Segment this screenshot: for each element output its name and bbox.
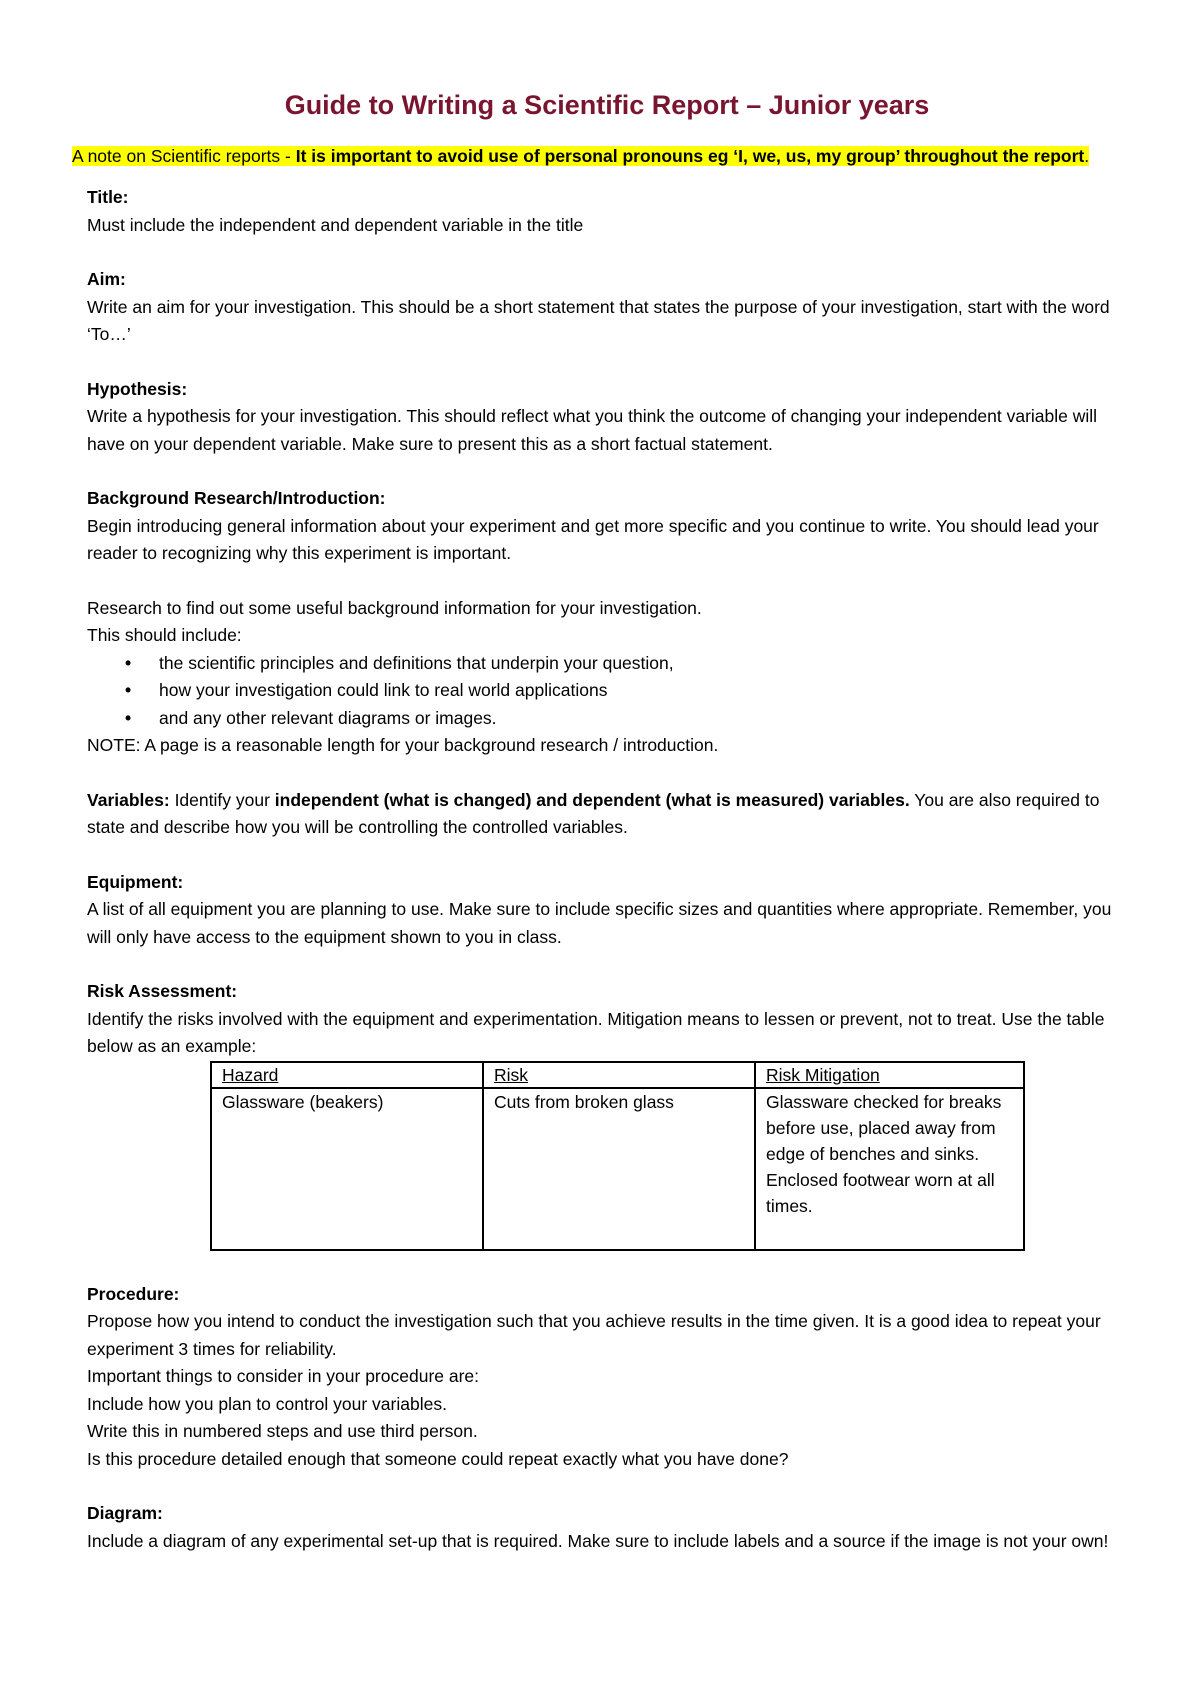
section-heading: Diagram: [87, 1503, 163, 1523]
section-variables [87, 787, 1127, 842]
procedure-line: Write this in numbered steps and use third person. [87, 1421, 478, 1441]
section-heading: Title: [87, 187, 129, 207]
section-background [87, 485, 1127, 760]
table-header-row [211, 1062, 1024, 1088]
section-hypothesis [87, 376, 1127, 459]
variables-text-1: Identify your [169, 789, 275, 810]
section-text: Begin introducing general information about your experiment and get more specific and you continue to write. You should lead your reader to recognizing why this experiment is important. [87, 515, 1099, 563]
section-equipment [87, 869, 1127, 952]
section-heading: Hypothesis: [87, 378, 188, 399]
column-header-hazard: Hazard [211, 1062, 483, 1088]
section-text: Write an aim for your investigation. This should be a short statement that states the purpose of your investigation, start with the word ‘To…’ [87, 296, 1110, 344]
procedure-line: Include how you plan to control your variables. [87, 1393, 447, 1414]
column-header-risk: Risk [483, 1062, 755, 1088]
note-end: . [1084, 146, 1090, 166]
pronoun-note [72, 144, 1127, 168]
section-diagram [87, 1500, 1127, 1555]
section-text: Must include the independent and dependent variable in the title [87, 214, 584, 235]
list-item: • how your investigation could link to real world applications [87, 677, 1127, 705]
section-procedure [87, 1281, 1127, 1474]
page-title: Guide to Writing a Scientific Report – Junior years [284, 90, 930, 120]
section-text: Research to find out some useful background information for your investigation. [87, 597, 702, 618]
background-bullet-list [87, 650, 1127, 733]
procedure-line: Propose how you intend to conduct the investigation such that you achieve results in the time given. It is a good idea to repeat your experiment 3 times for reliability. [87, 1311, 1101, 1359]
list-item: • the scientific principles and definitions that underpin your question, [87, 650, 1127, 678]
section-heading: Background Research/Introduction: [87, 488, 386, 508]
section-text: Include a diagram of any experimental set-up that is required. Make sure to include labels and a source if the image is not your own! [87, 1530, 1109, 1551]
section-text: A list of all equipment you are planning to use. Make sure to include specific sizes and quantities where appropriate. Remember, you will only have access to the equipment shown to you in class. [87, 899, 1112, 947]
section-heading: Variables: [87, 789, 170, 810]
section-heading: Procedure: [87, 1283, 180, 1304]
cell-risk: Cuts from broken glass [483, 1088, 755, 1250]
procedure-line: Is this procedure detailed enough that someone could repeat exactly what you have done? [87, 1448, 789, 1469]
mitigation-line: Enclosed footwear worn at all times. [766, 1169, 995, 1216]
procedure-line: Important things to consider in your procedure are: [87, 1366, 480, 1386]
document-page [72, 88, 1127, 1582]
note-lead: A note on Scientific reports - [72, 146, 296, 166]
section-text: This should include: [87, 625, 242, 645]
section-text: Identify the risks involved with the equipment and experimentation. Mitigation means to lessen or prevent, not to treat. Use the table below as an example: [87, 1008, 1105, 1056]
list-item: • and any other relevant diagrams or images. [87, 705, 1127, 733]
section-heading: Aim: [87, 269, 126, 289]
section-heading: Equipment: [87, 871, 184, 892]
variables-text-2: You are also required to state and describe how you will be controlling the controlled variables. [87, 789, 1100, 837]
column-header-mitigation: Risk Mitigation [755, 1062, 1024, 1088]
variables-bold-text: independent (what is changed) and dependent (what is measured) variables. [274, 789, 910, 810]
section-title [87, 184, 1127, 239]
mitigation-line: Glassware checked for breaks before use, placed away from edge of benches and sinks. [766, 1091, 1002, 1164]
risk-table [210, 1061, 1025, 1251]
section-heading: Risk Assessment: [87, 981, 238, 1001]
table-row [211, 1088, 1024, 1250]
section-risk-assessment [87, 978, 1127, 1061]
section-text: Write a hypothesis for your investigation. This should reflect what you think the outcome of changing your independent variable will have on your dependent variable. Make sure to present this as a short factual statement. [87, 406, 1098, 454]
cell-hazard: Glassware (beakers) [211, 1088, 483, 1250]
note-bold: It is important to avoid use of personal pronouns eg ‘I, we, us, my group’ throughout the report [295, 146, 1085, 166]
background-note: NOTE: A page is a reasonable length for your background research / introduction. [87, 735, 719, 755]
cell-mitigation [755, 1088, 1024, 1250]
section-aim [87, 266, 1127, 349]
